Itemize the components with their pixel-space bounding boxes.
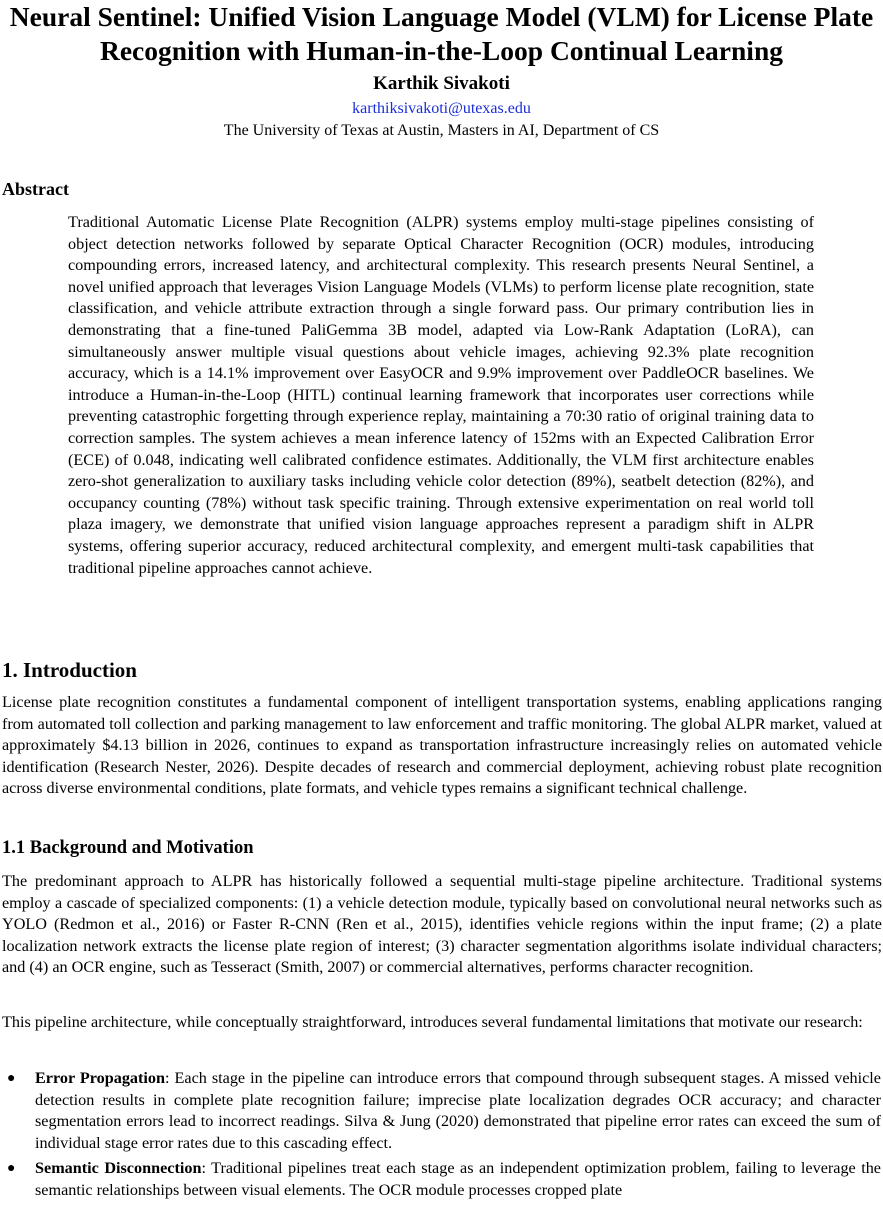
introduction-paragraph: License plate recognition constitutes a fundamental component of intelligent transportation systems, enabling applications ranging from automated toll collection and parking management to law enforcement and traffic monitoring. The global ALPR market, valued at approximately $4.13 billion in 2026, continues to expand as transportation infrastructure increasingly relies on automated vehicle identification (Research Nester, 2026). Despite decades of research and commercial deployment, achieving robust plate recognition across diverse environmental conditions, plate formats, and vehicle types remains a significant technical challenge. <box>2 693 882 798</box>
introduction-heading: 1. Introduction <box>2 658 137 682</box>
background-paragraph-1: The predominant approach to ALPR has historically followed a sequential multi-stage pipeline architecture. Traditional systems employ a cascade of specialized components: (1) a vehicle detection module, typically based on convolutional neural networks such as YOLO (Redmon et al., 2016) or Faster R-CNN (Ren et al., 2015), identifies vehicle regions within the input frame; (2) a plate localization network extracts the license plate region of interest; (3) character segmentation algorithms isolate individual characters; and (4) an OCR engine, such as Tesseract (Smith, 2007) or commercial alternatives, performs character recognition. <box>2 872 882 977</box>
bullet-text: : Traditional pipelines treat each stage as an independent optimization problem, failing to leverage the semantic relationships between visual elements. The OCR module processes cropped plate <box>35 1159 881 1199</box>
list-item <box>0 1158 881 1201</box>
paper-title: Neural Sentinel: Unified Vision Language Model (VLM) for License Plate Recognition with Human-in-the-Loop Continual Learning <box>9 1 874 66</box>
abstract-text: Traditional Automatic License Plate Recognition (ALPR) systems employ multi-stage pipelines consisting of object detection networks followed by separate Optical Character Recognition (OCR) modules, introducing compounding errors, increased latency, and architectural complexity. This research presents Neural Sentinel, a novel unified approach that leverages Vision Language Models (VLMs) to perform license plate recognition, state classification, and vehicle attribute extraction through a single forward pass. Our primary contribution lies in demonstrating that a fine-tuned PaliGemma 3B model, adapted via Low-Rank Adaptation (LoRA), can simultaneously answer multiple visual questions about vehicle images, achieving 92.3% plate recognition accuracy, which is a 14.1% improvement over EasyOCR and 9.9% improvement over PaddleOCR baselines. We introduce a Human-in-the-Loop (HITL) continual learning framework that incorporates user corrections while preventing catastrophic forgetting through experience replay, maintaining a 70:30 ratio of original training data to correction samples. The system achieves a mean inference latency of 152ms with an Expected Calibration Error (ECE) of 0.048, indicating well calibrated confidence estimates. Additionally, the VLM first architecture enables zero-shot generalization to auxiliary tasks including vehicle color detection (89%), seatbelt detection (82%), and occupancy counting (78%) without task specific training. Through extensive experimentation on real world toll plaza imagery, we demonstrate that unified vision language approaches represent a paradigm shift in ALPR systems, offering superior accuracy, reduced architectural complexity, and emergent multi-task capabilities that traditional pipeline approaches cannot achieve. <box>68 213 814 577</box>
bullet-icon: ● <box>7 1071 16 1086</box>
list-item <box>0 1068 881 1154</box>
author-email-link[interactable]: karthiksivakoti@utexas.edu <box>352 100 531 117</box>
author-affiliation: The University of Texas at Austin, Masters in AI, Department of CS <box>223 122 660 139</box>
bullet-text: : Each stage in the pipeline can introduce errors that compound through subsequent stages. A missed vehicle detection results in complete plate recognition failure; imprecise plate localization degrades OCR accuracy; and character segmentation errors lead to incorrect readings. Silva & Jung (2020) demonstrated that pipeline error rates can exceed the sum of individual stage error rates due to this cascading effect. <box>35 1069 881 1152</box>
background-paragraph-2: This pipeline architecture, while conceptually straightforward, introduces several fundamental limitations that motivate our research: <box>2 1013 863 1031</box>
bullet-term: Error Propagation <box>35 1069 165 1087</box>
bullet-term: Semantic Disconnection <box>35 1159 202 1178</box>
abstract-heading: Abstract <box>2 179 69 199</box>
limitations-list <box>0 1068 883 1206</box>
author-name: Karthik Sivakoti <box>373 73 510 94</box>
bullet-icon: ● <box>7 1161 16 1177</box>
background-heading: 1.1 Background and Motivation <box>2 838 254 858</box>
